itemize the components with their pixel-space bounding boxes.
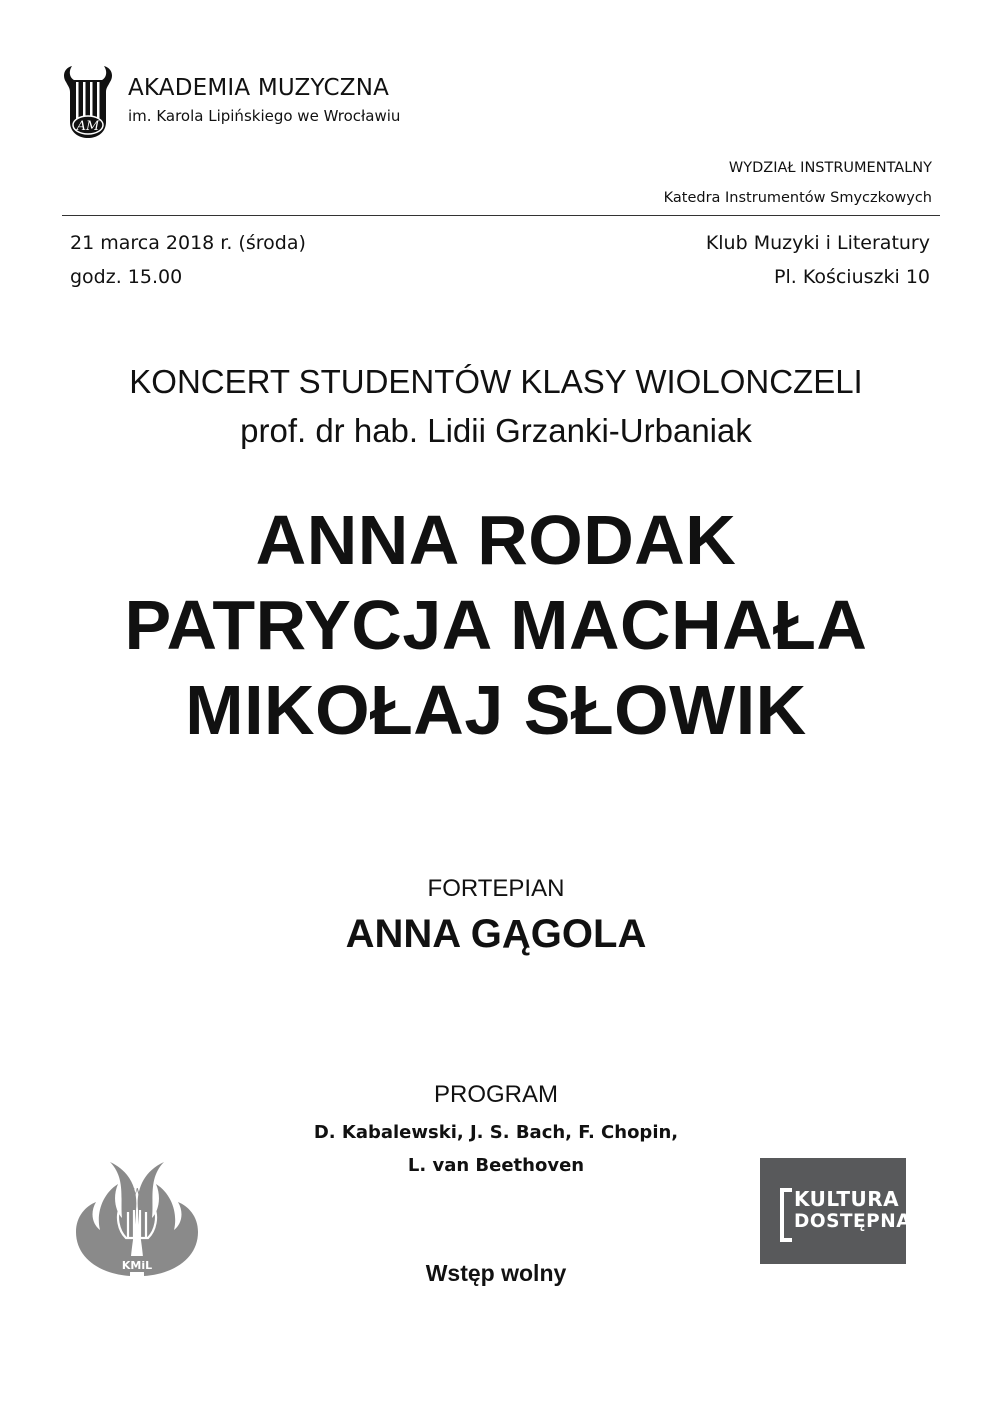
header-divider	[62, 215, 940, 216]
faculty-name: WYDZIAŁ INSTRUMENTALNY	[728, 160, 932, 176]
performer-name: ANNA RODAK	[255, 501, 737, 579]
kmil-logo	[70, 1158, 204, 1282]
event-venue: Klub Muzyki i Literatury	[705, 232, 930, 254]
department-name: Katedra Instrumentów Smyczkowych	[663, 190, 932, 206]
concert-title: KONCERT STUDENTÓW KLASY WIOLONCZELI	[129, 363, 863, 400]
kultura-dostepna-logo	[760, 1158, 912, 1264]
program-composers-line: D. Kabalewski, J. S. Bach, F. Chopin,	[313, 1122, 679, 1143]
academy-subtitle: im. Karola Lipińskiego we Wrocławiu	[128, 107, 401, 125]
academy-name: AKADEMIA MUZYCZNA	[128, 75, 390, 101]
kultura-logo-line2: DOSTĘPNA	[794, 1211, 912, 1232]
logo-monogram: AM	[76, 119, 100, 134]
performer-name: PATRYCJA MACHAŁA	[124, 586, 868, 664]
professor-name: prof. dr hab. Lidii Grzanki-Urbaniak	[240, 412, 752, 449]
event-address: Pl. Kościuszki 10	[774, 266, 930, 288]
event-date: 21 marca 2018 r. (środa)	[70, 232, 306, 254]
program-label: PROGRAM	[433, 1081, 558, 1108]
bracket-icon	[780, 1188, 792, 1242]
kmil-letter: W	[131, 1186, 143, 1199]
academy-lyre-logo	[60, 62, 116, 140]
free-entry-note: Wstęp wolny	[425, 1260, 567, 1286]
kultura-logo-line1: KULTURA	[794, 1187, 900, 1211]
kmil-logo-text: KMiL	[121, 1259, 153, 1272]
pianist-name: ANNA GĄGOLA	[345, 912, 647, 956]
program-composers-line: L. van Beethoven	[407, 1155, 585, 1176]
piano-label: FORTEPIAN	[427, 875, 565, 902]
event-time: godz. 15.00	[70, 266, 183, 288]
performer-name: MIKOŁAJ SŁOWIK	[185, 671, 807, 749]
